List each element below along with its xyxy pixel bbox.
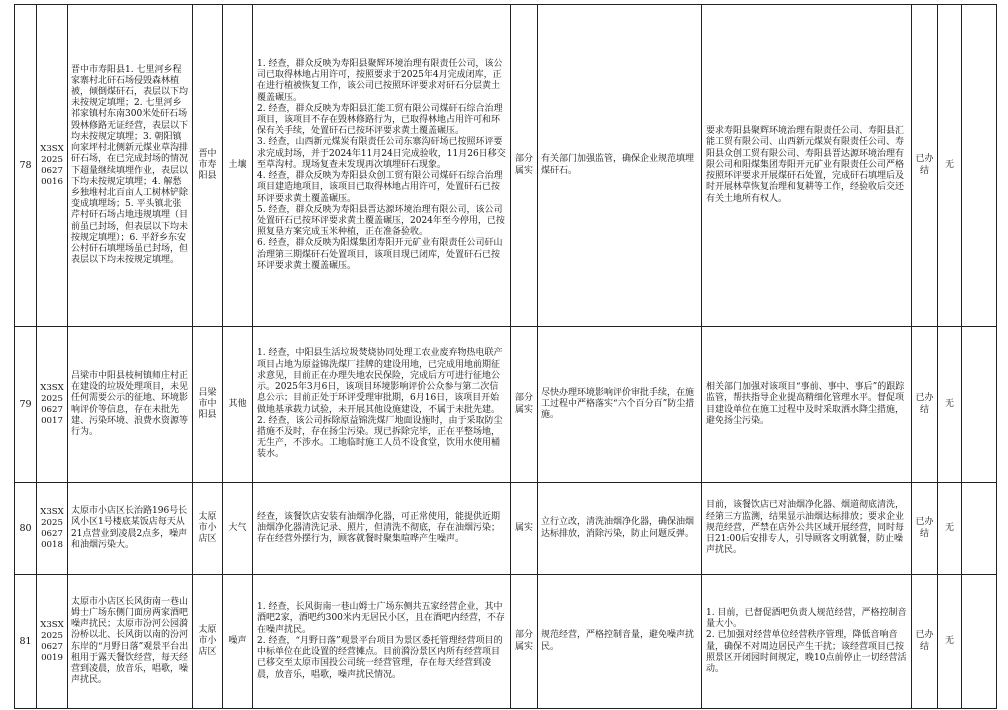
investigation-findings-paragraph: 1. 经查，长风街南一巷山姆士广场东侧共五家经营企业，其中酒吧2家，酒吧约300米内无居民小区，且在酒吧内经营，不存在噪声扰民。 bbox=[257, 602, 505, 635]
investigation-findings bbox=[253, 5, 511, 327]
handling-measures: 规范经营，严格控制音量，避免噪声扰民。 bbox=[538, 575, 702, 709]
case-location: 吕梁市中阳县 bbox=[193, 327, 223, 483]
blank-column bbox=[962, 5, 997, 327]
case-row bbox=[15, 575, 997, 709]
followup-actions-paragraph: 目前，该餐饮店已对油烟净化器、烟道彻底清洗，经第三方监测，结果显示油烟达标排放；要求企业规范经营，严禁在店外公共区域开展经营，同时每日21:00后安排专人，引导顾客文明就餐，防止噪声扰民。 bbox=[706, 500, 905, 556]
case-table bbox=[14, 4, 997, 709]
remark: 无 bbox=[938, 327, 962, 483]
complaint-description: 晋中市寿阳县1. 七里河乡程家寨村北矸石场侵毁森林植被，倾倒煤矸石，表层以下均未按规定填埋；2. 七里河乡祁家镇村东南300米处矸石场毁林修路无证经营，表层以下均未按规定填埋；3. 朝阳镇向家坪村北侧新元煤业草沟排矸石场，在已完成封场的情况下超量继续填埋作业，表层以下均未按规定填埋；4. 解愁乡独堆村北百亩人工树林铲除变成填埋场；5. 平头镇北张芹村矸石场占地违规填埋（目前虽已封场，但表层以下均未按规定填埋）；6. 平舒乡东安公村矸石填埋场虽已封场，但表层以下均未按规定填埋。 bbox=[68, 5, 193, 327]
investigation-findings-paragraph: 1. 经查，群众反映为寿阳县聚辉环境治理有限责任公司，该公司已取得林地占用许可，按照要求于2025年4月完成闭库，正在进行植被恢复工作，该公司已按照环评要求对矸石分层黄土覆盖碾压。 bbox=[257, 59, 503, 103]
case-code: X3SX202506270016 bbox=[37, 5, 68, 327]
verdict: 部分属实 bbox=[511, 5, 538, 327]
complaint-description: 太原市小店区长风街南一巷山姆士广场东侧门面房两家酒吧噪声扰民；太原市汾河公园漪汾桥以北、长风街以南的汾河东岸的“月野日落”观景平台出租用于露天餐饮经营，每天经营到凌晨，放音乐，唱歌，噪声扰民。 bbox=[68, 575, 193, 709]
followup-actions-paragraph: 要求寿阳县聚辉环境治理有限责任公司、寿阳县汇能工贸有限公司、山西新元煤炭有限责任公司、寿阳县众创工贸有限公司、寿阳县晋达源环境治理有限公司和阳煤集团寿阳开元矿业有限责任公司严格按照环评要求开展煤矸石处置，完成矸石填埋后及时开展林草恢复治理和复耕等工作，经验收后交还有关土地所有权人。 bbox=[706, 126, 905, 204]
investigation-findings-paragraph: 6. 经查，群众反映为阳煤集团寿阳开元矿业有限责任公司矸山治理第三期煤矸石处置项目，该项目现已闭库，处置矸石已按环评要求黄土覆盖碾压。 bbox=[257, 238, 503, 271]
case-status: 已办结 bbox=[912, 483, 938, 575]
blank-column bbox=[962, 575, 997, 709]
verdict: 部分属实 bbox=[511, 575, 538, 709]
followup-actions-paragraph: 相关部门加强对该项目“事前、事中、事后”的跟踪监管，帮扶指导企业提高精细化管理水平。督促项目建设单位在施工过程中及时采取洒水降尘措施，避免扬尘污染。 bbox=[706, 382, 905, 426]
verdict: 属实 bbox=[511, 483, 538, 575]
case-row bbox=[15, 483, 997, 575]
pollution-type: 大气 bbox=[223, 483, 253, 575]
case-status: 已办结 bbox=[912, 5, 938, 327]
case-number: 81 bbox=[15, 575, 37, 709]
followup-actions-paragraph: 1. 目前，已督促酒吧负责人规范经营，严格控制音量大小。 bbox=[706, 607, 907, 630]
case-location: 太原市小店区 bbox=[193, 483, 223, 575]
complaint-description: 吕梁市中阳县枝柯镇师庄村正在建设的垃圾处理项目，未见任何需要公示的征地、环境影响评价等信息，存在未批先建、污染环境、浪费水资源等行为。 bbox=[68, 327, 193, 483]
case-code: X3SX202506270017 bbox=[37, 327, 68, 483]
case-location: 太原市小店区 bbox=[193, 575, 223, 709]
investigation-findings-paragraph: 4. 经查，群众反映为寿阳县众创工贸有限公司煤矸石综合治理项目建造地项目，该项目已取得林地占用许可，处置矸石已按环评要求黄土覆盖碾压。 bbox=[257, 171, 503, 204]
verdict: 部分属实 bbox=[511, 327, 538, 483]
case-row bbox=[15, 327, 997, 483]
investigation-findings bbox=[253, 483, 511, 575]
investigation-findings bbox=[253, 575, 511, 709]
followup-actions bbox=[702, 327, 912, 483]
investigation-findings-paragraph: 5. 经查，群众反映为寿阳县晋达源环境治理有限公司，该公司处置矸石已按环评要求黄土覆盖碾压，2024年至今停用，已按照复垦方案完成玉米种植，正在准备验收。 bbox=[257, 204, 505, 238]
investigation-findings-paragraph: 2. 经查，该公司拆除原益锦洗煤厂地面设施时，由于采取防尘措施不及时，存在扬尘污染。现已拆除完毕，正在平整场地，无生产，不涉水。工地临时施工人员不设食堂，饮用水使用桶装水。 bbox=[257, 415, 503, 460]
case-code: X3SX202506270019 bbox=[37, 575, 68, 709]
pollution-type: 其他 bbox=[223, 327, 253, 483]
remark: 无 bbox=[938, 5, 962, 327]
remark: 无 bbox=[938, 483, 962, 575]
case-row bbox=[15, 5, 997, 327]
investigation-findings-paragraph: 经查，该餐饮店安装有油烟净化器，可正常使用，能提供近期油烟净化器清洗记录、照片，但清洗不彻底，存在油烟污染；存在经营外摆行为，顾客就餐时聚集喧哗产生噪声。 bbox=[257, 511, 501, 545]
investigation-findings-paragraph: 2. 经查，“月野日落”观景平台项目为景区委托管理经营项目的中标单位在此设置的经营摊点。目前漪汾景区内所有经营项目已移交至太原市国投公司统一经营管理，存在每天经营到凌晨，放音乐，唱歌，噪声扰民情况。 bbox=[257, 635, 503, 680]
handling-measures: 尽快办理环境影响评价审批手续，在施工过程中严格落实“六个百分百”防尘措施。 bbox=[538, 327, 702, 483]
case-status: 已办结 bbox=[912, 327, 938, 483]
pollution-type: 土壤 bbox=[223, 5, 253, 327]
case-number: 80 bbox=[15, 483, 37, 575]
case-status: 已办结 bbox=[912, 575, 938, 709]
case-number: 79 bbox=[15, 327, 37, 483]
case-number: 78 bbox=[15, 5, 37, 327]
investigation-findings bbox=[253, 327, 511, 483]
remark: 无 bbox=[938, 575, 962, 709]
investigation-findings-paragraph: 2. 经查，群众反映为寿阳县汇能工贸有限公司煤矸石综合治理项目，该项目不存在毁林修路行为，已取得林地占用许可和环保有关手续，处置矸石已按环评要求黄土覆盖碾压。 bbox=[257, 103, 503, 137]
investigation-findings-paragraph: 1. 经查，中阳县生活垃圾焚烧协同处理工农业废弃物热电联产项目占地为原益锦洗煤厂挂牌的建设用地，已完成用地前期征求意见，目前正在办理失地农民保险，完成后方可进行征地公示。2025年3月6日，该项目环境影响评价公众参与第二次信息公示；目前正处于环评受理审批期，6月16日，该项目开始做地基承载力试验，未开展其他设施建设，不属于未批先建。 bbox=[257, 348, 503, 415]
case-table-page bbox=[14, 4, 996, 709]
followup-actions-paragraph: 2. 已加强对经营单位经营秩序管理，降低音响音量，确保不对周边居民产生干扰；该经营项目已按照景区开闭园时间规定，晚10点前停止一切经营活动。 bbox=[706, 630, 907, 674]
case-location: 晋中市寿阳县 bbox=[193, 5, 223, 327]
blank-column bbox=[962, 327, 997, 483]
followup-actions bbox=[702, 5, 912, 327]
pollution-type: 噪声 bbox=[223, 575, 253, 709]
blank-column bbox=[962, 483, 997, 575]
followup-actions bbox=[702, 483, 912, 575]
investigation-findings-paragraph: 3. 经查，山西新元煤炭有限责任公司东寨沟矸场已按照环评要求完成封场，并于2024年11月24日完成验收，11月26日移交至草沟村。现场复查未发现再次填埋矸石现象。 bbox=[257, 137, 506, 170]
case-code: X3SX202506270018 bbox=[37, 483, 68, 575]
handling-measures: 有关部门加强监管，确保企业规范填埋煤矸石。 bbox=[538, 5, 702, 327]
followup-actions bbox=[702, 575, 912, 709]
handling-measures: 立行立改，清洗油烟净化器，确保油烟达标排放，消除污染，防止问题反弹。 bbox=[538, 483, 702, 575]
complaint-description: 太原市小店区长治路196号长风小区1号楼底某饭店每天从21点营业到凌晨2点多，噪声和油烟污染大。 bbox=[68, 483, 193, 575]
